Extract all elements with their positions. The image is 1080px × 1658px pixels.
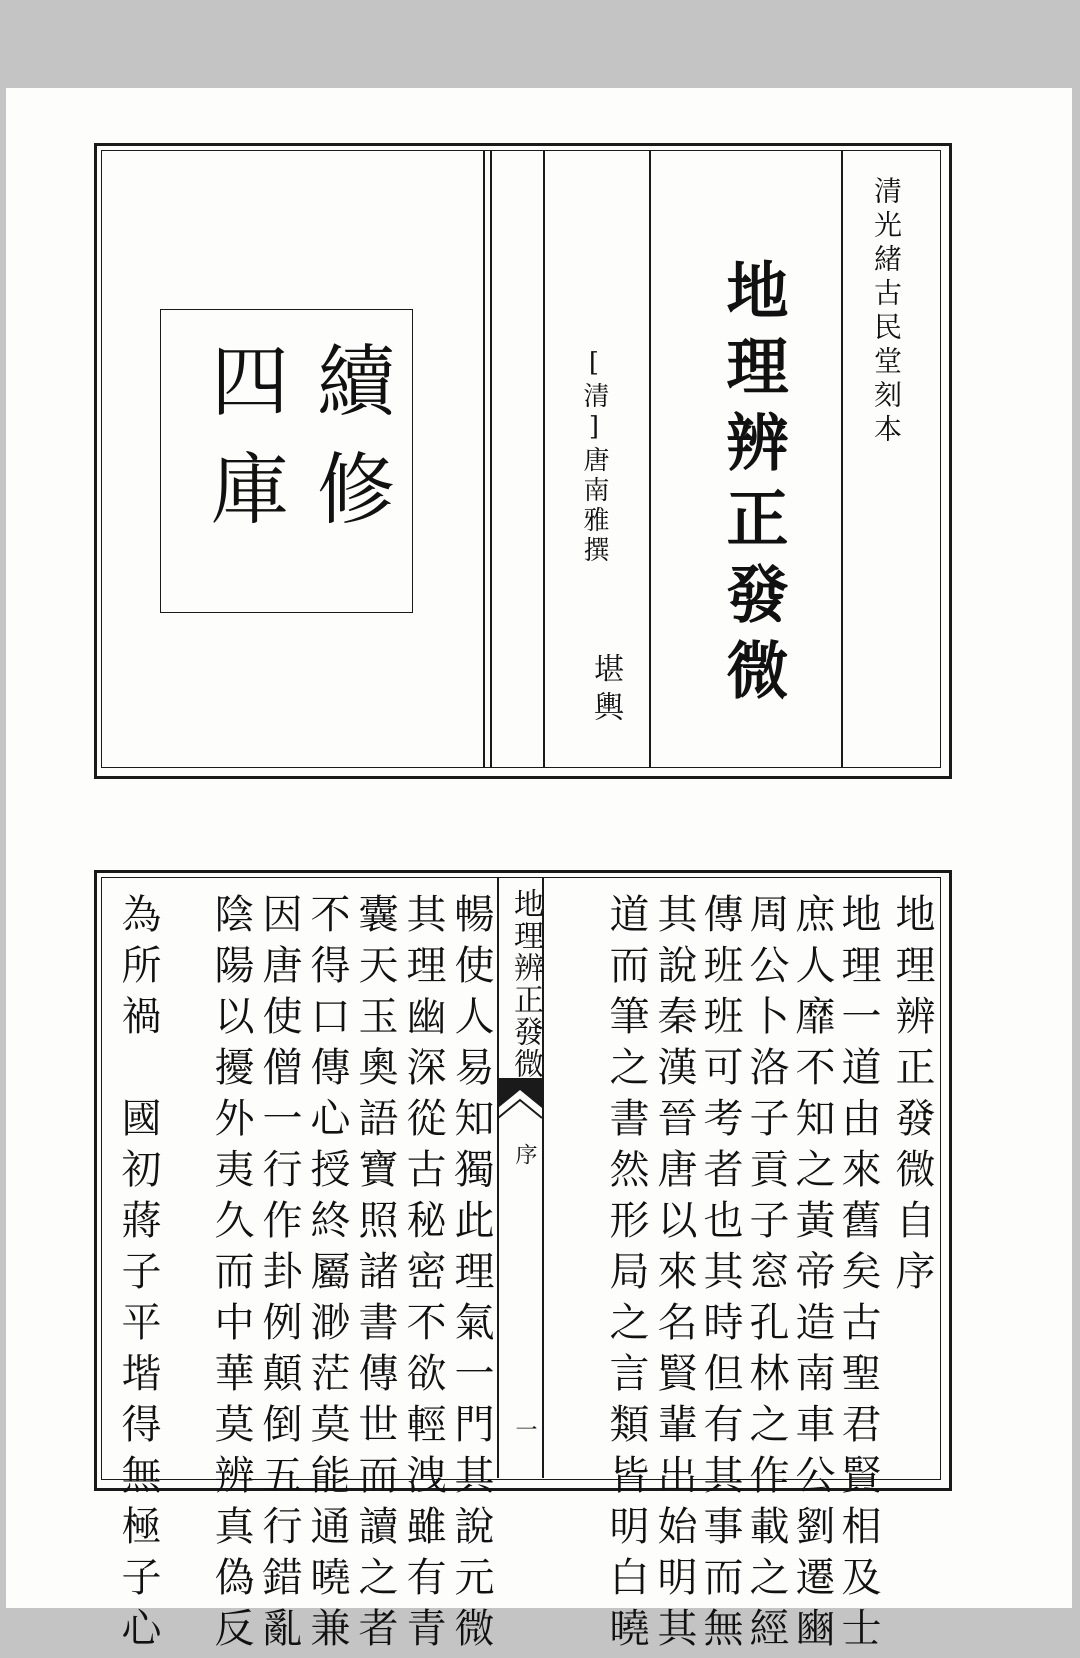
title-divider <box>490 151 492 767</box>
category-label: 堪輿 <box>588 653 623 729</box>
seal-text-col2: 四庫 <box>198 340 288 556</box>
text-column: 不得口傳心授終屬渺茫莫能通曉兼 <box>304 893 350 1658</box>
text-column: 傳班班可考者也其時但有其事而無 <box>697 893 743 1658</box>
title-divider <box>483 151 485 767</box>
scanned-page <box>6 88 1072 1658</box>
publisher-edition: 清光緒古民堂刻本 <box>870 176 903 448</box>
margin-page-number: 一 <box>512 1418 537 1440</box>
title-divider <box>649 151 651 767</box>
text-column: 地理一道由來舊矣古聖君賢相及士 <box>835 893 881 1658</box>
text-column: 其理幽深從古秘密不欲輕洩雖有青 <box>400 893 446 1658</box>
preface-heading: 地理辨正發微自序 <box>889 893 935 1301</box>
book-title: 地理辨正發微 <box>716 258 789 714</box>
title-divider <box>841 151 843 767</box>
text-column: 周公卜洛子貢子窓孔林之作載之經 <box>743 893 789 1658</box>
collection-seal <box>160 309 413 613</box>
text-column: 為所禍 國初蔣子平堦得無極子心 <box>115 893 161 1658</box>
margin-book-title: 地理辨正發微 <box>508 888 543 1080</box>
text-column: 因唐使僧一行作卦例顛倒五行錯亂 <box>256 893 302 1658</box>
text-column: 道而筆之書然形局之言類皆明白曉 <box>603 893 649 1658</box>
author-line: [清]唐南雅撰 <box>579 348 609 566</box>
fishtail-mark <box>498 1078 542 1148</box>
title-divider <box>543 151 545 767</box>
text-column: 暢使人易知獨此理氣一門其說元微 <box>448 893 494 1658</box>
text-column: 庶人靡不知之黃帝造南車公劉遷豳 <box>789 893 835 1658</box>
center-margin-line <box>497 878 499 1478</box>
text-column: 其說秦漢晉唐以來名賢輩出始明其 <box>651 893 697 1658</box>
text-column: 陰陽以擾外夷久而中華莫辨真偽反 <box>208 893 254 1658</box>
margin-section: 序 <box>512 1143 537 1165</box>
seal-text-col1: 續修 <box>304 340 394 556</box>
text-column: 囊天玉奧語寶照諸書傳世而讀之者 <box>352 893 398 1658</box>
